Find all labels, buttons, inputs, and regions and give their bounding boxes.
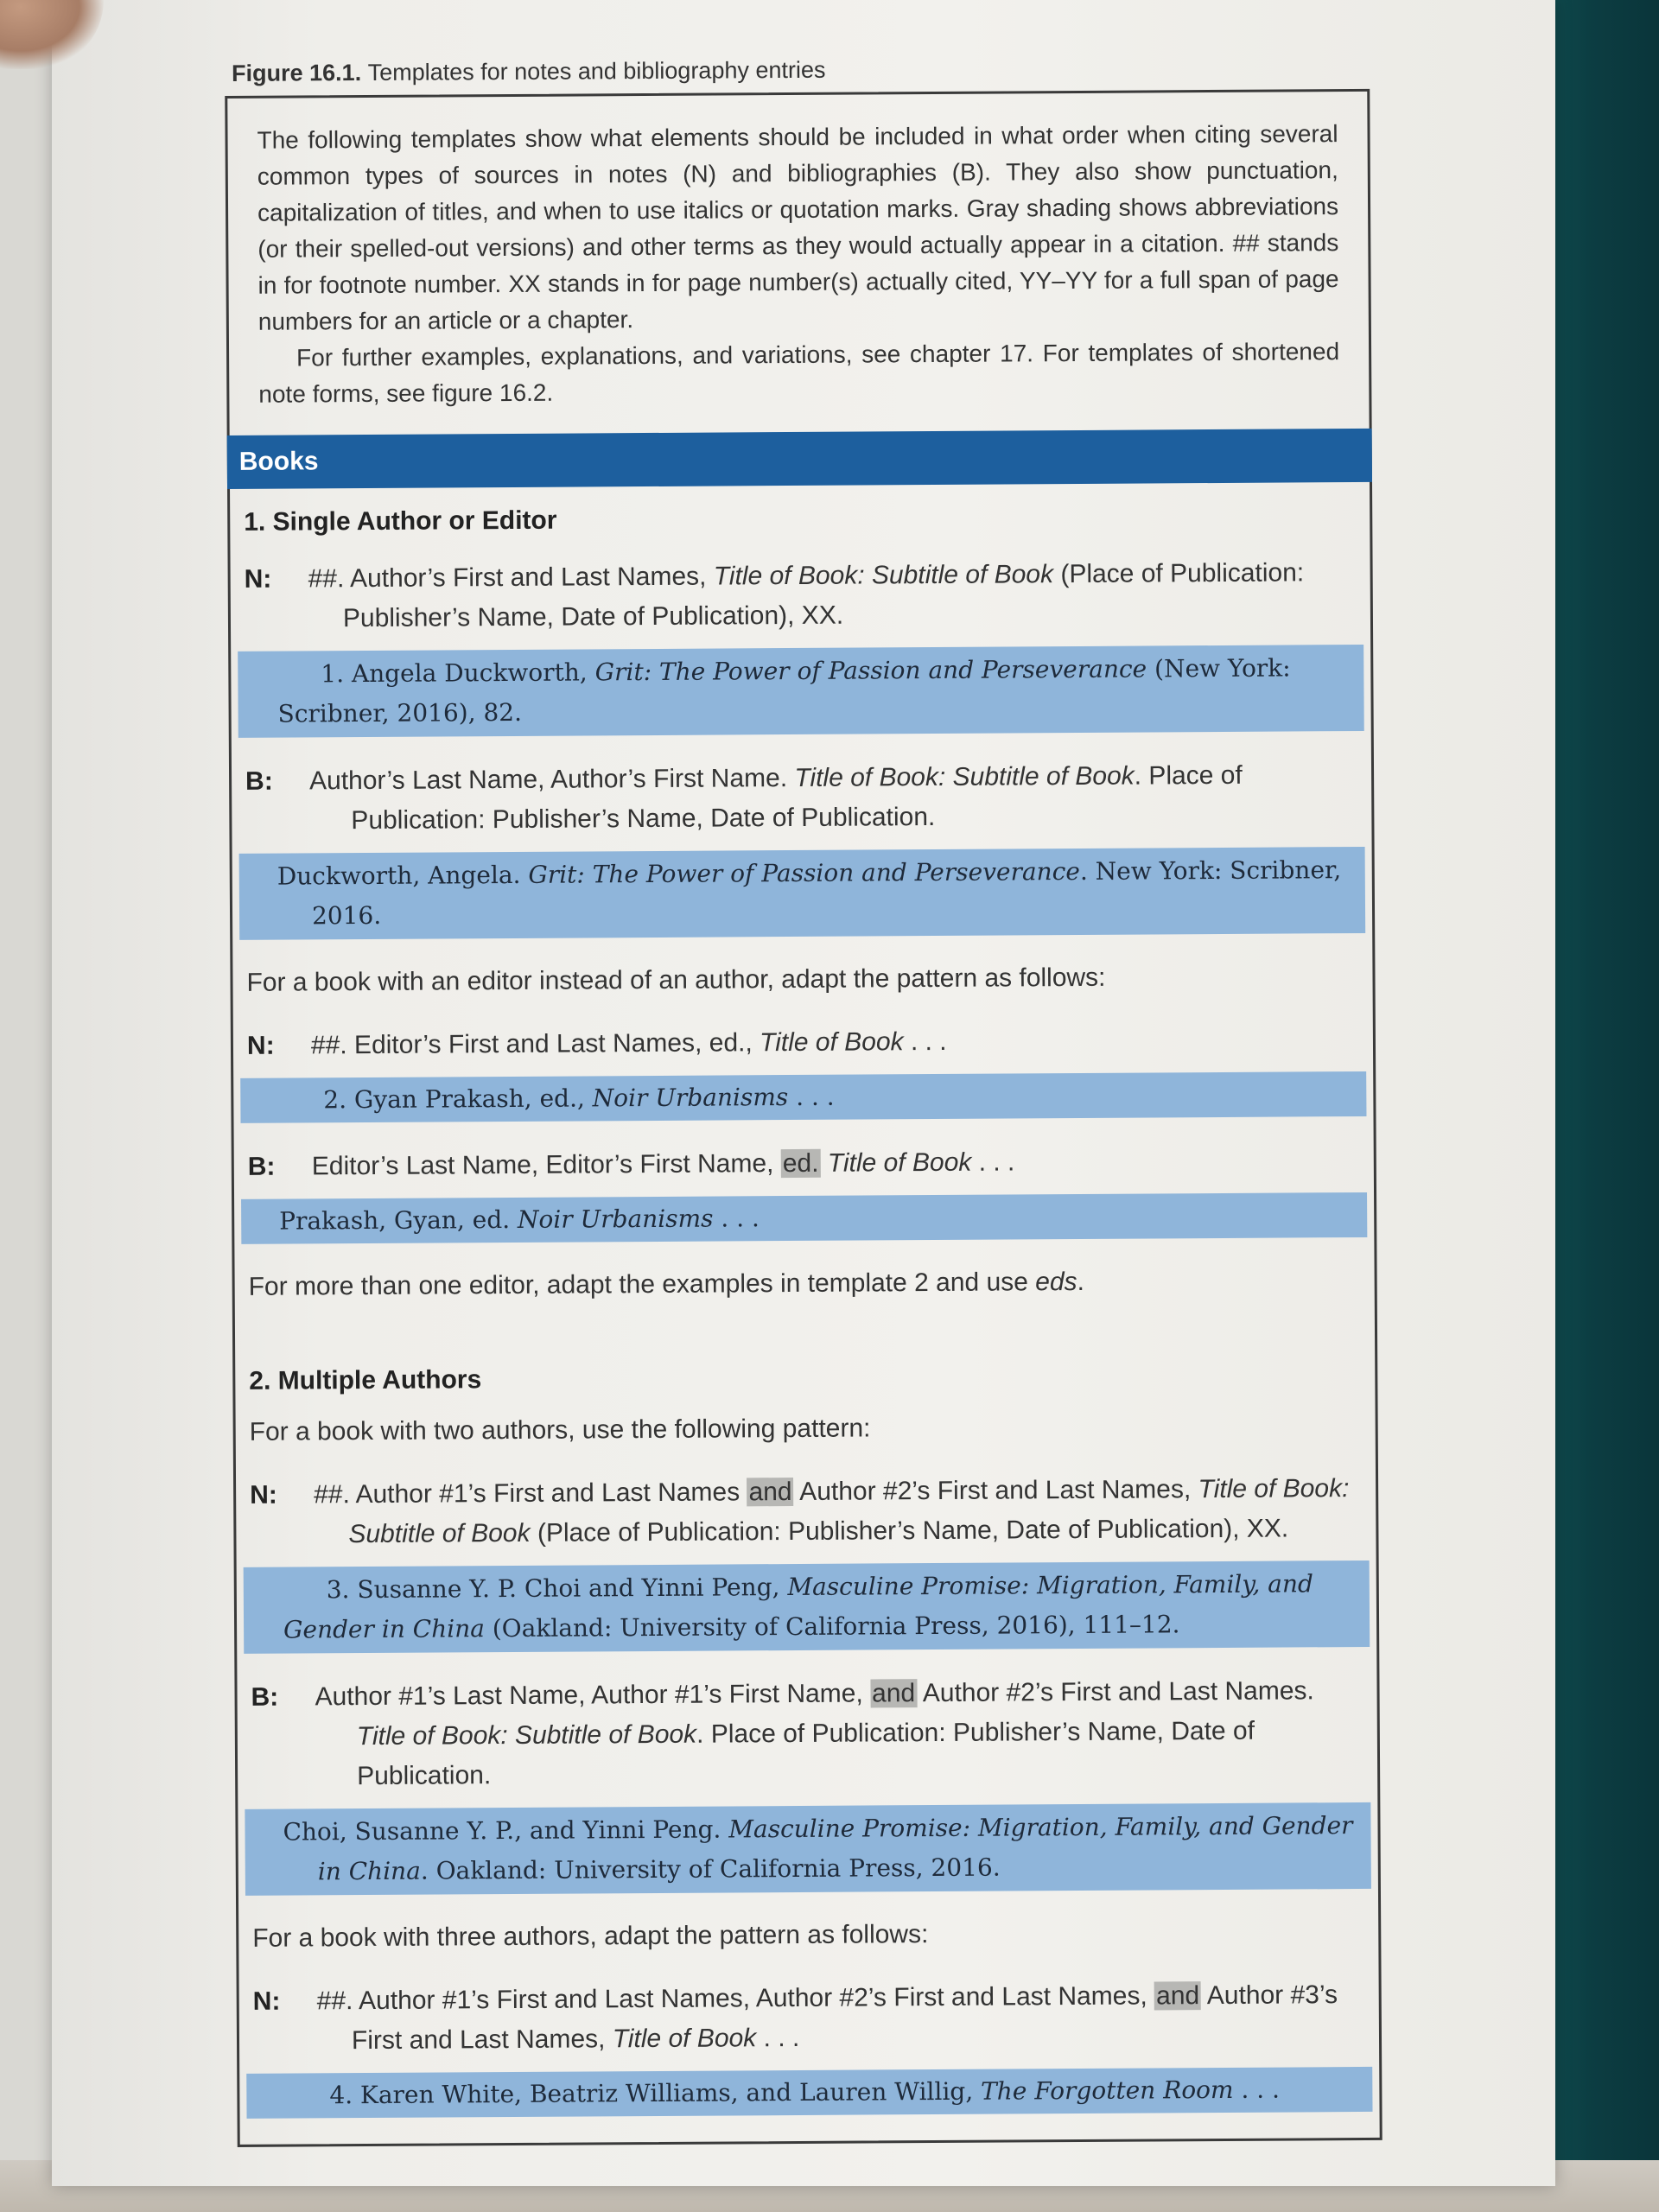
label-b: B: [245, 766, 273, 796]
example-bib-choi: Choi, Susanne Y. P., and Yinni Peng. Masculine Promise: Migration, Family, and Gender in China. Oakland: University of California Press, 2016. [245, 1802, 1371, 1896]
gray-shading: and [1155, 1981, 1200, 2011]
template-note-two-authors [250, 1469, 1370, 1555]
example-bib-duckworth: Duckworth, Angela. Grit: The Power of Passion and Perseverance. New York: Scribner, 2016. [239, 847, 1366, 940]
figure-caption [232, 54, 1370, 87]
gray-shading: and [748, 1478, 792, 1507]
example-note-white: 4. Karen White, Beatriz Williams, and Lauren Willig, The Forgotten Room . . . [246, 2067, 1372, 2119]
label-n: N: [252, 1986, 281, 2016]
template-text: ##. Author’s First and Last Names, Title of Book: Subtitle of Book (Place of Publication: Publisher’s Name, Date of Publication), XX. [308, 558, 1305, 633]
label-b: B: [247, 1152, 276, 1181]
template-text: Author’s Last Name, Author’s First Name. Title of Book: Subtitle of Book. Place of Publication: Publisher’s Name, Date of Publication. [308, 760, 1243, 836]
label-n: N: [244, 564, 272, 594]
gray-shading: ed. [782, 1148, 819, 1179]
book-page [52, 0, 1555, 2186]
template-text: ##. Author #1’s First and Last Names and Author #2’s First and Last Names, Title of Book: Subtitle of Book (Place of Publication: Publisher’s Name, Date of Publication), XX. [314, 1474, 1350, 1549]
intro-box [227, 92, 1369, 435]
example-note-choi: 3. Susanne Y. P. Choi and Yinni Peng, Masculine Promise: Migration, Family, and Gender in China (Oakland: University of California Press, 2016), 111–12. [244, 1560, 1370, 1654]
template-note-three-authors [253, 1975, 1373, 2062]
intro-paragraph-2: For further examples, explanations, and variations, see chapter 17. For templates of shortened note forms, see figure 16.2. [258, 338, 1340, 408]
figure-frame [225, 89, 1382, 2147]
example-bib-prakash: Prakash, Gyan, ed. Noir Urbanisms . . . [241, 1192, 1367, 1244]
example-note-prakash: 2. Gyan Prakash, ed., Noir Urbanisms . . . [240, 1071, 1366, 1123]
template-note-editor [247, 1020, 1366, 1066]
template-bib-two-authors [251, 1671, 1370, 1797]
label-b: B: [251, 1682, 279, 1712]
example-note-duckworth: 1. Angela Duckworth, Grit: The Power of Passion and Perseverance (New York: Scribner, 2016), 82. [238, 645, 1364, 738]
template-text: Editor’s Last Name, Editor’s First Name, ed. Title of Book . . . [311, 1147, 1015, 1181]
template-bib-single [245, 755, 1365, 842]
section-body-books [230, 482, 1380, 2145]
heading-single-author: 1. Single Author or Editor [244, 505, 557, 537]
heading-multiple-authors: 2. Multiple Authors [249, 1365, 482, 1395]
template-text: Author #1’s Last Name, Author #1’s First Name, and Author #2’s First and Last Names. Title of Book: Subtitle of Book. Place of Publication: Publisher’s Name, Date of Publication. [315, 1676, 1314, 1791]
two-authors-intro: For a book with two authors, use the following pattern: [249, 1414, 871, 1446]
template-note-single [245, 553, 1364, 639]
editor-intro-text: For a book with an editor instead of an author, adapt the pattern as follows: [246, 963, 1106, 997]
figure-number: Figure 16.1. [231, 60, 362, 86]
template-bib-editor [248, 1141, 1367, 1187]
more-editors-text: For more than one editor, adapt the examples in template 2 and use eds. [248, 1267, 1085, 1301]
label-n: N: [246, 1031, 275, 1060]
section-header-books: Books [227, 429, 1372, 489]
template-text: ##. Author #1’s First and Last Names, Author #2’s First and Last Names, and Author #3’s First and Last Names, Title of Book . . . [316, 1980, 1338, 2056]
intro-paragraph-1: The following templates show what elements should be included in what order when citing several common types of sources in notes (N) and bibliographies (B). They also show punctuation, capitalization of titles, and when to use italics or quotation marks. Gray shading shows abbreviations (or their spelled-out versions) and other terms as they would actually appear in a citation. ## stands in for footnote number. XX stands in for page number(s) actually cited, YY–YY for a full span of page numbers for an article or a chapter. [257, 120, 1339, 335]
three-authors-intro: For a book with three authors, adapt the pattern as follows: [252, 1920, 929, 1953]
template-text: ##. Editor’s First and Last Names, ed., Title of Book . . . [310, 1027, 947, 1060]
figure-title: Templates for notes and bibliography entries [367, 56, 826, 86]
figure-content [225, 54, 1382, 2147]
gray-shading: and [871, 1679, 916, 1708]
background-fabric [1547, 0, 1659, 2212]
label-n: N: [250, 1480, 277, 1510]
